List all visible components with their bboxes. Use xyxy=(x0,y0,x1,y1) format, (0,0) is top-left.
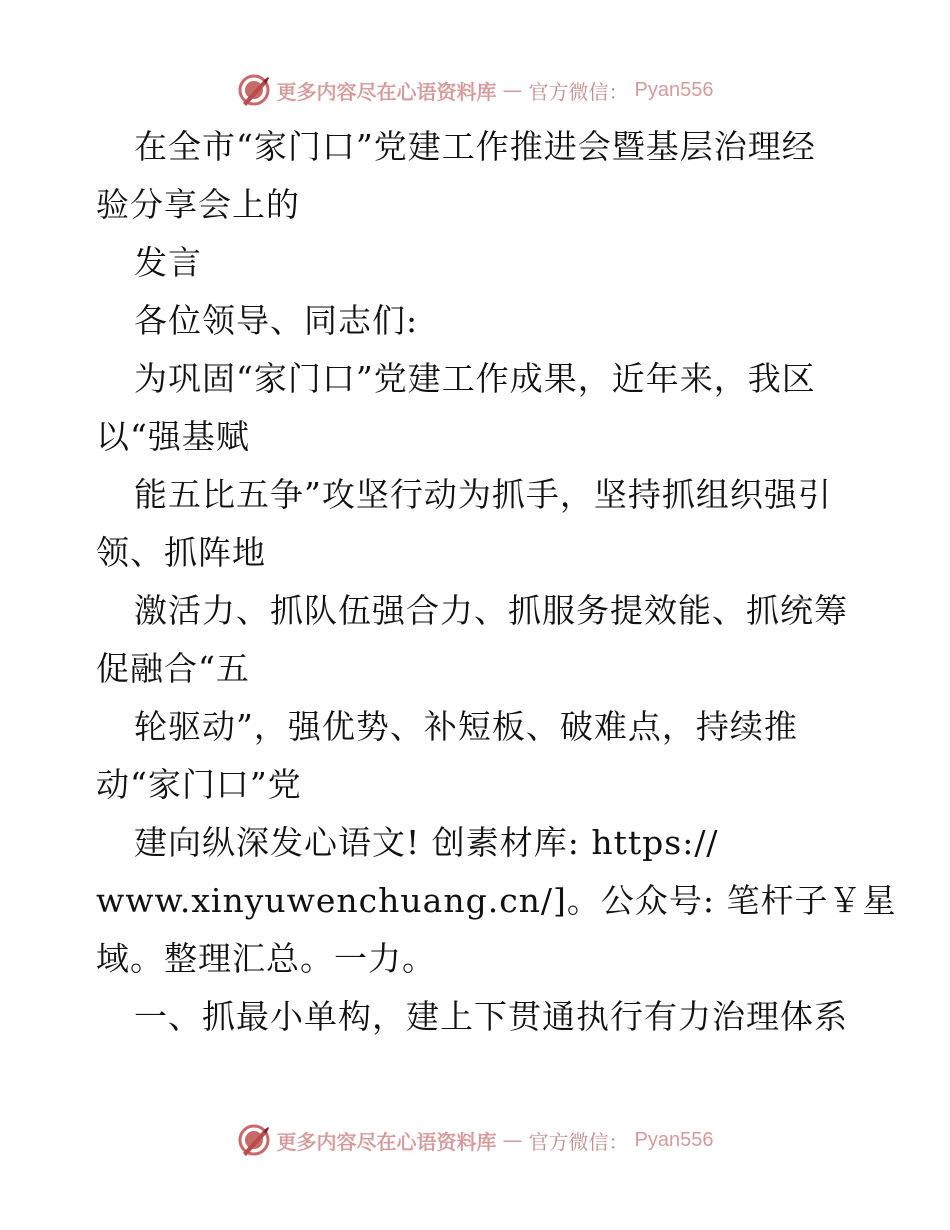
watermark-header xyxy=(0,70,950,110)
watermark-wechat-label: 官方微信： xyxy=(528,79,629,104)
watermark-site-text: 更多内容尽在心语资料库 xyxy=(276,79,497,104)
watermark-separator: — xyxy=(502,78,523,102)
section-heading: 一、抓最小单构，建上下贯通执行有力治理体系 xyxy=(134,997,848,1036)
paragraph-line: 能五比五争”攻坚行动为抓手，坚持抓组织强引 xyxy=(134,475,832,514)
title-line-1: 在全市“家门口”党建工作推进会暨基层治理经 xyxy=(134,127,816,166)
paragraph-line: 轮驱动”，强优势、补短板、破难点，持续推 xyxy=(134,707,798,746)
title-line-2: 验分享会上的 xyxy=(96,185,300,224)
watermark-separator: — xyxy=(502,1128,523,1152)
paragraph-line: 领、抓阵地 xyxy=(96,533,266,572)
watermark-wechat-id: Pyan556 xyxy=(634,78,714,101)
title-line-3: 发言 xyxy=(134,243,202,282)
watermark-footer xyxy=(0,1120,950,1160)
url-line: www.xinyuwenchuang.cn/]。公众号: 笔杆子￥星 xyxy=(96,881,897,920)
paragraph-line: 动“家门口”党 xyxy=(96,765,302,804)
pen-logo-icon xyxy=(237,73,271,107)
paragraph-line: 为巩固“家门口”党建工作成果，近年来，我区 xyxy=(134,359,816,398)
salutation: 各位领导、同志们: xyxy=(134,301,419,340)
watermark-site-text: 更多内容尽在心语资料库 xyxy=(276,1129,497,1154)
paragraph-line: 促融合“五 xyxy=(96,649,250,688)
paragraph-line: 域。整理汇总。一力。 xyxy=(96,939,436,978)
paragraph-line: 建向纵深发心语文! 创素材库: https:// xyxy=(134,823,719,862)
watermark-wechat-label: 官方微信： xyxy=(528,1129,629,1154)
paragraph-line: 以“强基赋 xyxy=(96,417,250,456)
watermark-wechat-id: Pyan556 xyxy=(634,1128,714,1151)
paragraph-line: 激活力、抓队伍强合力、抓服务提效能、抓统筹 xyxy=(134,591,848,630)
pen-logo-icon xyxy=(237,1123,271,1157)
